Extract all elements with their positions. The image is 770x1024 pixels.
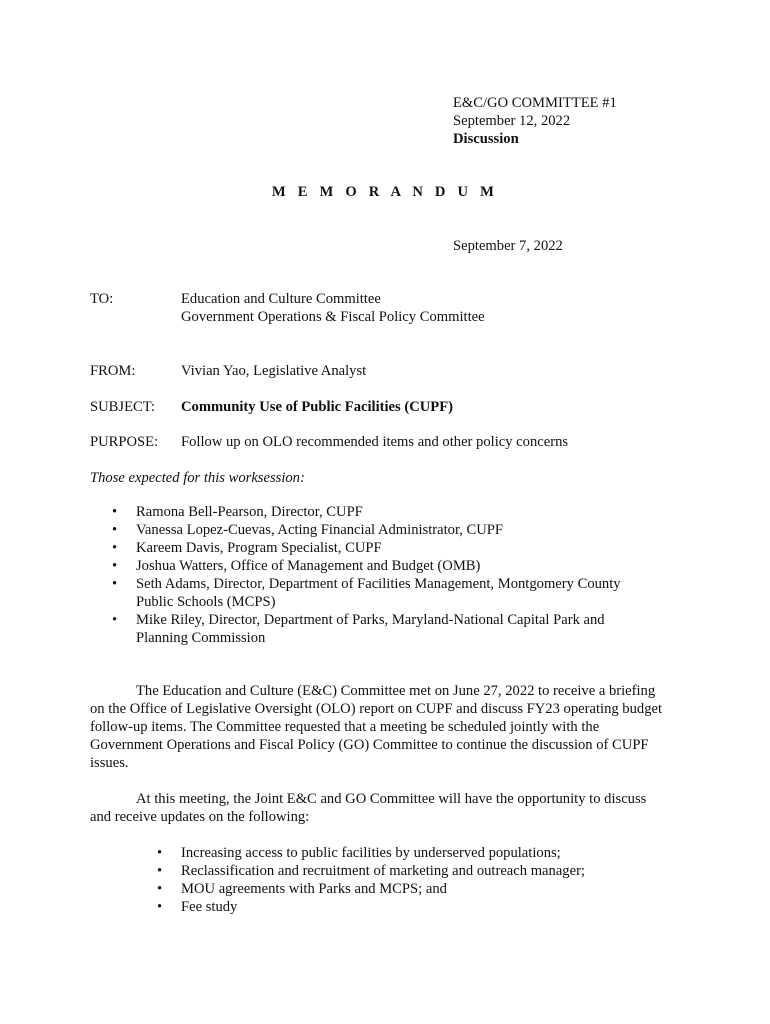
purpose-label: PURPOSE:	[90, 434, 159, 450]
attendee-name: Joshua Watters, Office of Management and Budget (OMB)	[136, 558, 481, 574]
memo-title: M E M O R A N D U M	[271, 184, 499, 200]
topic-text: Fee study	[181, 899, 238, 915]
topic-text: MOU agreements with Parks and MCPS; and	[181, 881, 447, 897]
paragraph-line: Government Operations and Fiscal Policy (GO) Committee to continue the discussion of CUPF	[90, 737, 649, 753]
subject-value: Community Use of Public Facilities (CUPF)	[181, 399, 453, 415]
to-recipient-1: Education and Culture Committee	[181, 291, 381, 307]
bullet-icon: •	[112, 612, 118, 628]
attendee-name: Kareem Davis, Program Specialist, CUPF	[136, 540, 382, 556]
bullet-icon: •	[112, 540, 118, 556]
attendee-name: Ramona Bell-Pearson, Director, CUPF	[136, 504, 363, 520]
paragraph-line: issues.	[90, 755, 129, 771]
meeting-status: Discussion	[453, 131, 519, 147]
topic-text: Increasing access to public facilities by underserved populations;	[181, 845, 561, 861]
bullet-icon: •	[112, 576, 118, 592]
from-value: Vivian Yao, Legislative Analyst	[181, 363, 367, 379]
bullet-icon: •	[157, 881, 163, 897]
to-recipient-2: Government Operations & Fiscal Policy Committee	[181, 309, 485, 325]
topic-text: Reclassification and recruitment of marketing and outreach manager;	[181, 863, 586, 879]
bullet-icon: •	[157, 863, 163, 879]
paragraph-line: At this meeting, the Joint E&C and GO Committee will have the opportunity to discuss	[136, 791, 647, 807]
paragraph-line: The Education and Culture (E&C) Committee met on June 27, 2022 to receive a briefing	[136, 683, 656, 699]
attendee-name-continued: Public Schools (MCPS)	[136, 594, 276, 610]
from-label: FROM:	[90, 363, 136, 379]
paragraph-line: on the Office of Legislative Oversight (OLO) report on CUPF and discuss FY23 operating budget	[90, 701, 663, 717]
subject-label: SUBJECT:	[90, 399, 155, 415]
agenda-paragraph	[90, 790, 690, 826]
paragraph-line: and receive updates on the following:	[90, 809, 310, 825]
bullet-icon: •	[112, 504, 118, 520]
bullet-icon: •	[112, 522, 118, 538]
attendee-name: Seth Adams, Director, Department of Facilities Management, Montgomery County	[136, 576, 621, 592]
memo-date: September 7, 2022	[453, 238, 563, 254]
committee-name: E&C/GO COMMITTEE #1	[453, 95, 617, 111]
meeting-date: September 12, 2022	[453, 113, 571, 129]
purpose-value: Follow up on OLO recommended items and other policy concerns	[181, 434, 569, 450]
to-label: TO:	[90, 291, 114, 307]
background-paragraph	[90, 682, 690, 772]
attendee-name-continued: Planning Commission	[136, 630, 266, 646]
attendees-heading: Those expected for this worksession:	[90, 470, 305, 486]
paragraph-line: follow-up items. The Committee requested that a meeting be scheduled jointly with the	[90, 719, 600, 735]
bullet-icon: •	[112, 558, 118, 574]
bullet-icon: •	[157, 845, 163, 861]
attendee-name: Vanessa Lopez-Cuevas, Acting Financial Administrator, CUPF	[136, 522, 504, 538]
attendee-name: Mike Riley, Director, Department of Parks, Maryland-National Capital Park and	[136, 612, 605, 628]
bullet-icon: •	[157, 899, 163, 915]
committee-header	[453, 94, 617, 148]
